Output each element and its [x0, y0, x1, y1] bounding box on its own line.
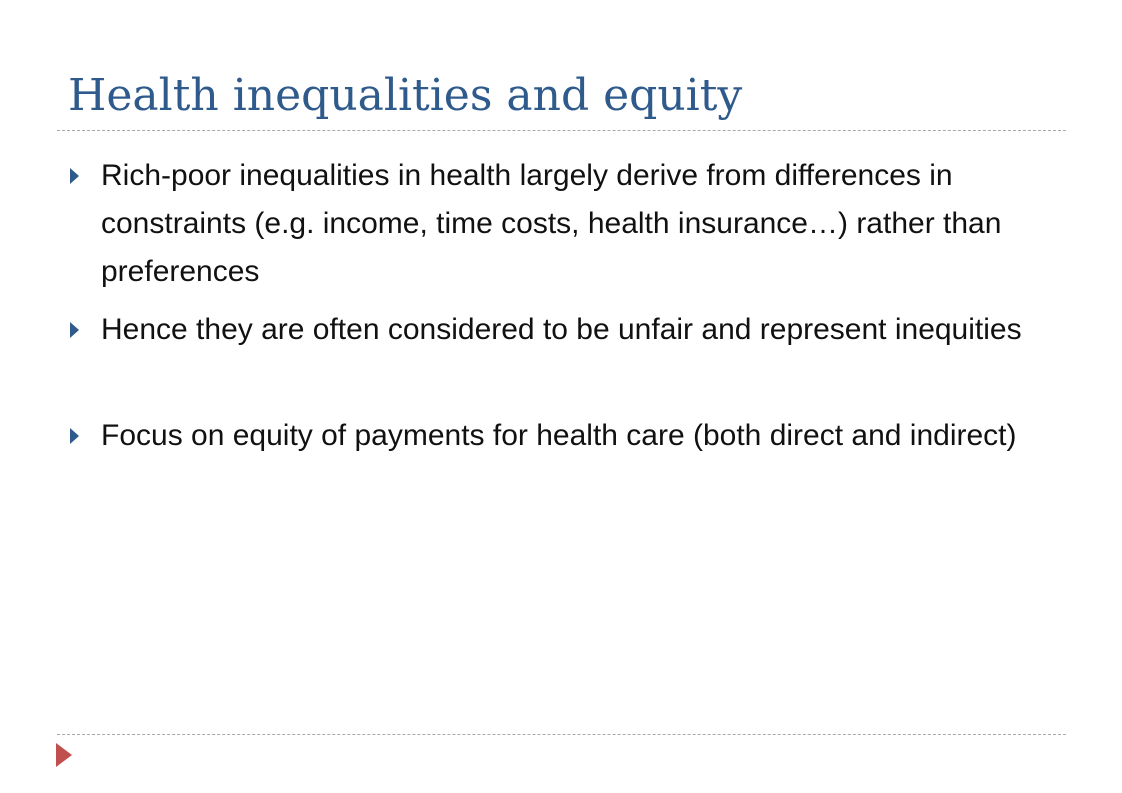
title-divider — [57, 130, 1066, 131]
footer-triangle-icon — [56, 743, 72, 767]
bullet-item — [68, 152, 1058, 296]
bullet-triangle-icon — [70, 168, 79, 184]
bullet-item — [68, 306, 1058, 354]
bullet-text: Focus on equity of payments for health care (both direct and indirect) — [101, 419, 1017, 452]
footer-divider — [57, 734, 1066, 735]
bullet-triangle-icon — [70, 428, 79, 444]
bullet-list — [68, 152, 1058, 460]
bullet-text: Rich-poor inequalities in health largely derive from differences in constraints (e.g. income, time costs, health insurance…) rather than preferences — [101, 159, 1002, 288]
bullet-text: Hence they are often considered to be unfair and represent inequities — [101, 313, 1022, 346]
slide-title: Health inequalities and equity — [68, 70, 743, 121]
bullet-triangle-icon — [70, 322, 79, 338]
bullet-item — [68, 412, 1058, 460]
